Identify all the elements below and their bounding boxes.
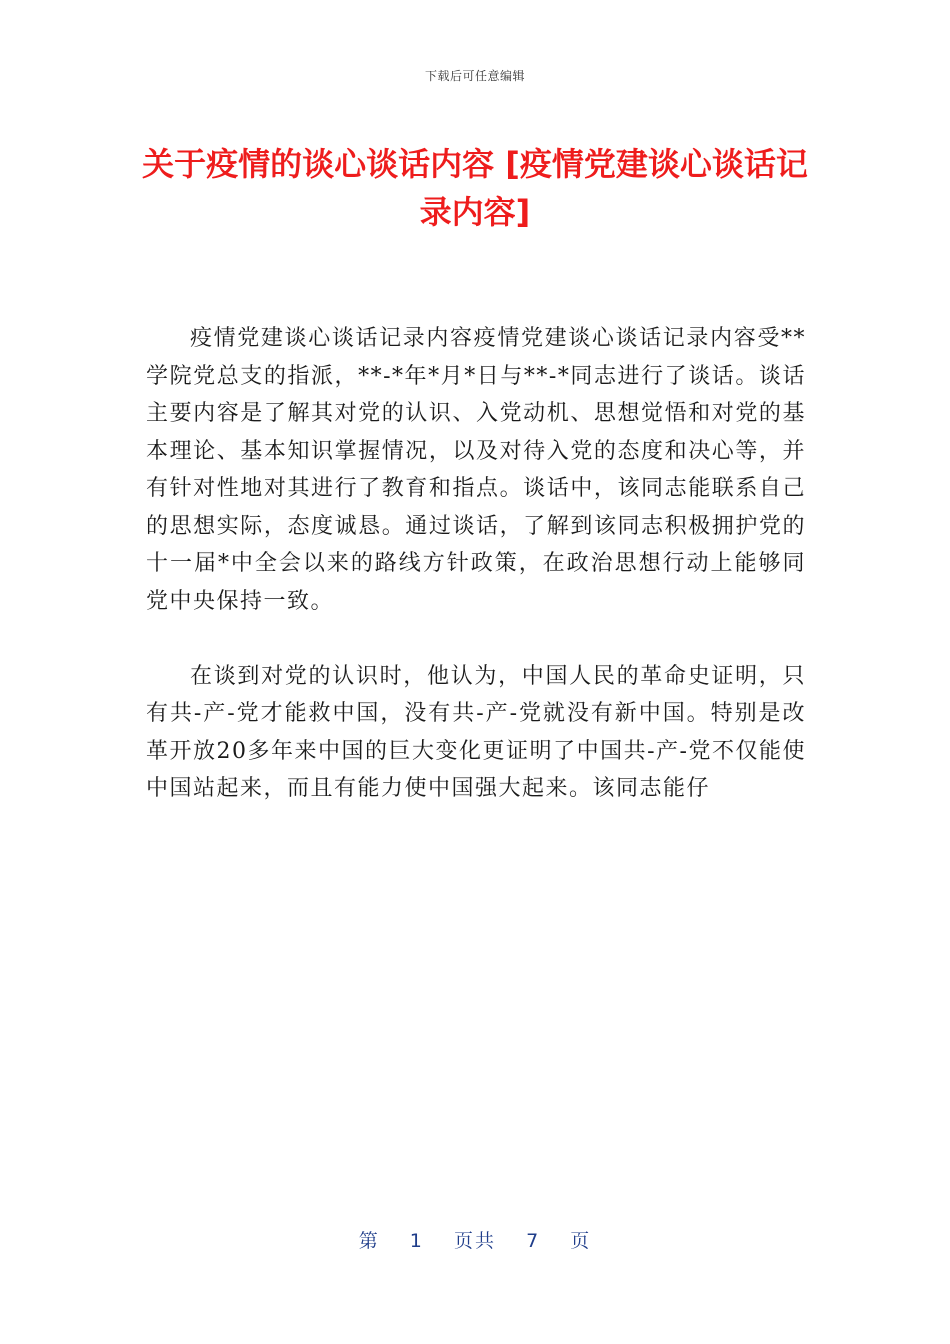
footer-middle: 页共	[453, 1230, 496, 1252]
document-title: 关于疫情的谈心谈话内容 [疫情党建谈心谈话记录内容]	[142, 145, 808, 231]
page-number-footer	[0, 1226, 950, 1253]
paragraph-1: 疫情党建谈心谈话记录内容疫情党建谈心谈话记录内容受**学院党总支的指派，**-*年*月*日与**-*同志进行了谈话。谈话主要内容是了解其对党的认识、入党动机、思想觉悟和对党的基本理论、基本知识掌握情况，以及对待入党的态度和决心等，并有针对性地对其进行了教育和指点。谈话中，该同志能联系自己的思想实际，态度诚恳。通过谈话，了解到该同志积极拥护党的十一届*中全会以来的路线方针政策，在政治思想行动上能够同党中央保持一致。	[146, 326, 806, 614]
footer-current-page: 1	[409, 1230, 424, 1252]
document-body	[146, 320, 806, 808]
footer-suffix: 页	[570, 1230, 592, 1252]
header-note: 下载后可任意编辑	[424, 69, 525, 83]
footer-total-pages: 7	[526, 1230, 541, 1252]
paragraph-2: 在谈到对党的认识时，他认为，中国人民的革命史证明，只有共-产-党才能救中国，没有共-产-党就没有新中国。特别是改革开放20多年来中国的巨大变化更证明了中国共-产-党不仅能使中国站起来，而且有能力使中国强大起来。该同志能仔	[146, 663, 806, 801]
footer-prefix: 第	[358, 1230, 380, 1252]
